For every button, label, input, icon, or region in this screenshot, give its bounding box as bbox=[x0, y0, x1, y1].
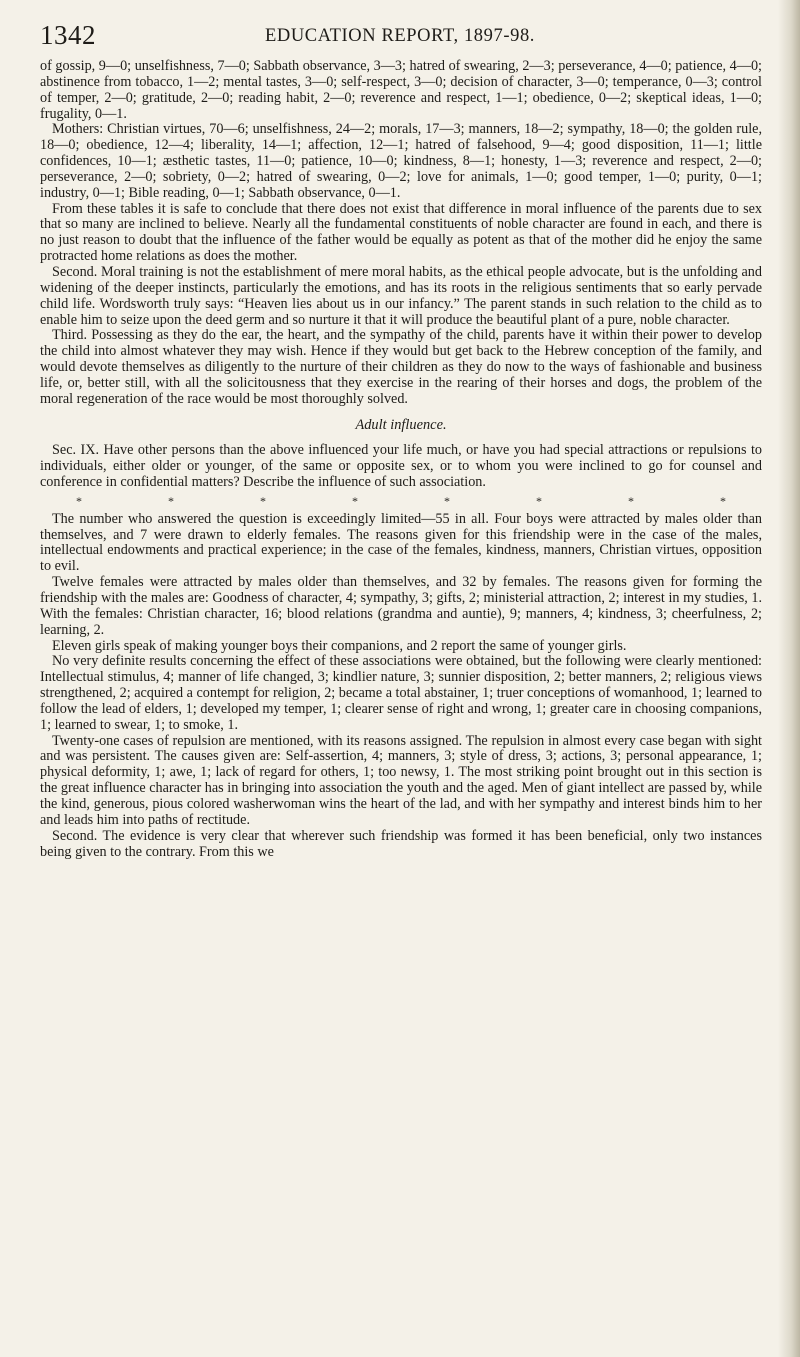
paragraph-evidence: Second. The evidence is very clear that wherever such friendship was formed it has been beneficial, only two instances being given to the contrary. From this we bbox=[40, 827, 762, 860]
paragraph-answers-count: The number who answered the question is exceedingly limited—55 in all. Four boys were attracted by males older than themselves, and 7 were drawn to elderly females. The reasons given for this friendship were in the case of the males, intellectual endowments and practical experience; in the case of the females, kindness, manners, Christian virtues, opposition to evil. bbox=[40, 510, 762, 575]
asterisk: * bbox=[168, 493, 174, 508]
paragraph-mothers: Mothers: Christian virtues, 70—6; unselfishness, 24—2; morals, 17—3; manners, 18—2; sympathy, 18—0; the golden rule, 18—0; obedience, 12—4; liberality, 14—1; affection, 12—1; hatred of falsehood, 9—4; good disposition, 11—1; little confidences, 10—1; æsthetic tastes, 11—0; patience, 10—0; kindness, 8—1; honesty, 1—3; reverence and respect, 2—0; perseverance, 2—0; sobriety, 0—2; hatred of swearing, 0—2; love for animals, 1—0; good temper, 1—0; purity, 0—1; industry, 0—1; Bible reading, 0—1; Sabbath observance, 0—1. bbox=[40, 121, 762, 201]
asterisk: * bbox=[628, 493, 634, 508]
asterisk: * bbox=[352, 493, 358, 508]
page-number: 1342 bbox=[40, 20, 96, 50]
paragraph-second: Second. Moral training is not the establishment of mere moral habits, as the ethical people advocate, but is the unfolding and widening of the deeper instincts, particularly the emotions, and has its roots in the religious sentiments that so early pervade child life. Wordsworth truly says: “Heaven lies about us in our infancy.” The parent stands in such relation to the child as to enable him to seize upon the deed germ and so nurture it that it will produce the beautiful plant of a pure, noble character. bbox=[40, 263, 762, 328]
page-edge-shadow bbox=[778, 0, 800, 1357]
asterisk: * bbox=[76, 493, 82, 508]
paragraph-eleven-girls: Eleven girls speak of making younger boys their companions, and 2 report the same of younger girls. bbox=[52, 637, 627, 654]
paragraph-third: Third. Possessing as they do the ear, the heart, and the sympathy of the child, parents have it within their power to develop the child into almost whatever they may wish. Hence if they would but get back to the Hebrew conception of the family, and would devote themselves as diligently to the nurture of their children as they do now to the ways of fashionable and business life, or, better still, with all the solicitousness that they exercise in the rearing of their horses and dogs, the problem of the moral regeneration of the race would be most thoroughly solved. bbox=[40, 327, 762, 407]
page-body bbox=[40, 59, 762, 860]
paragraph-results: No very definite results concerning the effect of these associations were obtained, but the following were clearly mentioned: Intellectual stimulus, 4; manner of life changed, 3; kindlier nature, 3; sunnier disposition, 2; better manners, 2; religious views strengthened, 2; acquired a contempt for religion, 2; became a total abstainer, 1; truer conceptions of womanhood, 1; learned to follow the lead of elders, 1; developed my temper, 1; clearer sense of right and wrong, 1; greater care in choosing companions, 1; learned to swear, 1; to smoke, 1. bbox=[40, 653, 762, 733]
asterisk: * bbox=[444, 493, 450, 508]
paragraph-fathers-continued: of gossip, 9—0; unselfishness, 7—0; Sabbath observance, 3—3; hatred of swearing, 2—3; perseverance, 4—0; patience, 4—0; abstinence from tobacco, 1—2; mental tastes, 3—0; self-respect, 3—0; decision of character, 3—0; temperance, 0—3; control of temper, 2—0; gratitude, 2—0; reading habit, 2—0; reverence and respect, 1—1; obedience, 0—2; skeptical ideas, 1—0; frugality, 0—1. bbox=[40, 58, 762, 122]
running-head: EDUCATION REPORT, 1897-98. bbox=[264, 26, 536, 46]
asterisk: * bbox=[720, 493, 726, 508]
asterisk: * bbox=[536, 493, 542, 508]
section-heading: Adult influence. bbox=[355, 416, 447, 433]
paragraph-conclusion: From these tables it is safe to conclude that there does not exist that difference in moral influence of the parents due to sex that so many are inclined to believe. Nearly all the fundamental constituents of noble character are found in each, and there is no just reason to doubt that the influence of the father would be equally as potent as that of the mother did he enjoy the same protracted home relations as does the mother. bbox=[40, 200, 762, 265]
paragraph-repulsion: Twenty-one cases of repulsion are mentioned, with its reasons assigned. The repulsion in almost every case began with sight and was persistent. The causes given are: Self-assertion, 4; manners, 3; style of dress, 3; actions, 3; personal appearance, 1; physical deformity, 1; awe, 1; lack of regard for others, 1; too newsy, 1. The most striking point brought out in this section is the great influence character has in bringing into association the youth and the aged. Men of giant intellect are passed by, while the kind, generous, pious colored washerwoman wins the heart of the lad, and with her sympathy and interest binds him to her and leads him into paths of rectitude. bbox=[40, 732, 762, 828]
paragraph-section-question: Sec. IX. Have other persons than the above influenced your life much, or have you had special attractions or repulsions to individuals, either older or younger, of the same or opposite sex, or to whom you were inclined to go for counsel and conference in confidential matters? Describe the influence of such association. bbox=[40, 442, 762, 491]
page-header bbox=[40, 16, 760, 56]
asterisk: * bbox=[260, 493, 266, 508]
asterisk-divider bbox=[40, 494, 762, 510]
paragraph-twelve-females: Twelve females were attracted by males older than themselves, and 32 by females. The reasons given for forming the friendship with the males are: Goodness of character, 4; sympathy, 3; gifts, 2; ministerial attraction, 2; interest in my studies, 1. With the females: Christian character, 16; blood relations (grandma and auntie), 9; manners, 4; kindness, 3; cheerfulness, 2; learning, 2. bbox=[40, 574, 762, 638]
